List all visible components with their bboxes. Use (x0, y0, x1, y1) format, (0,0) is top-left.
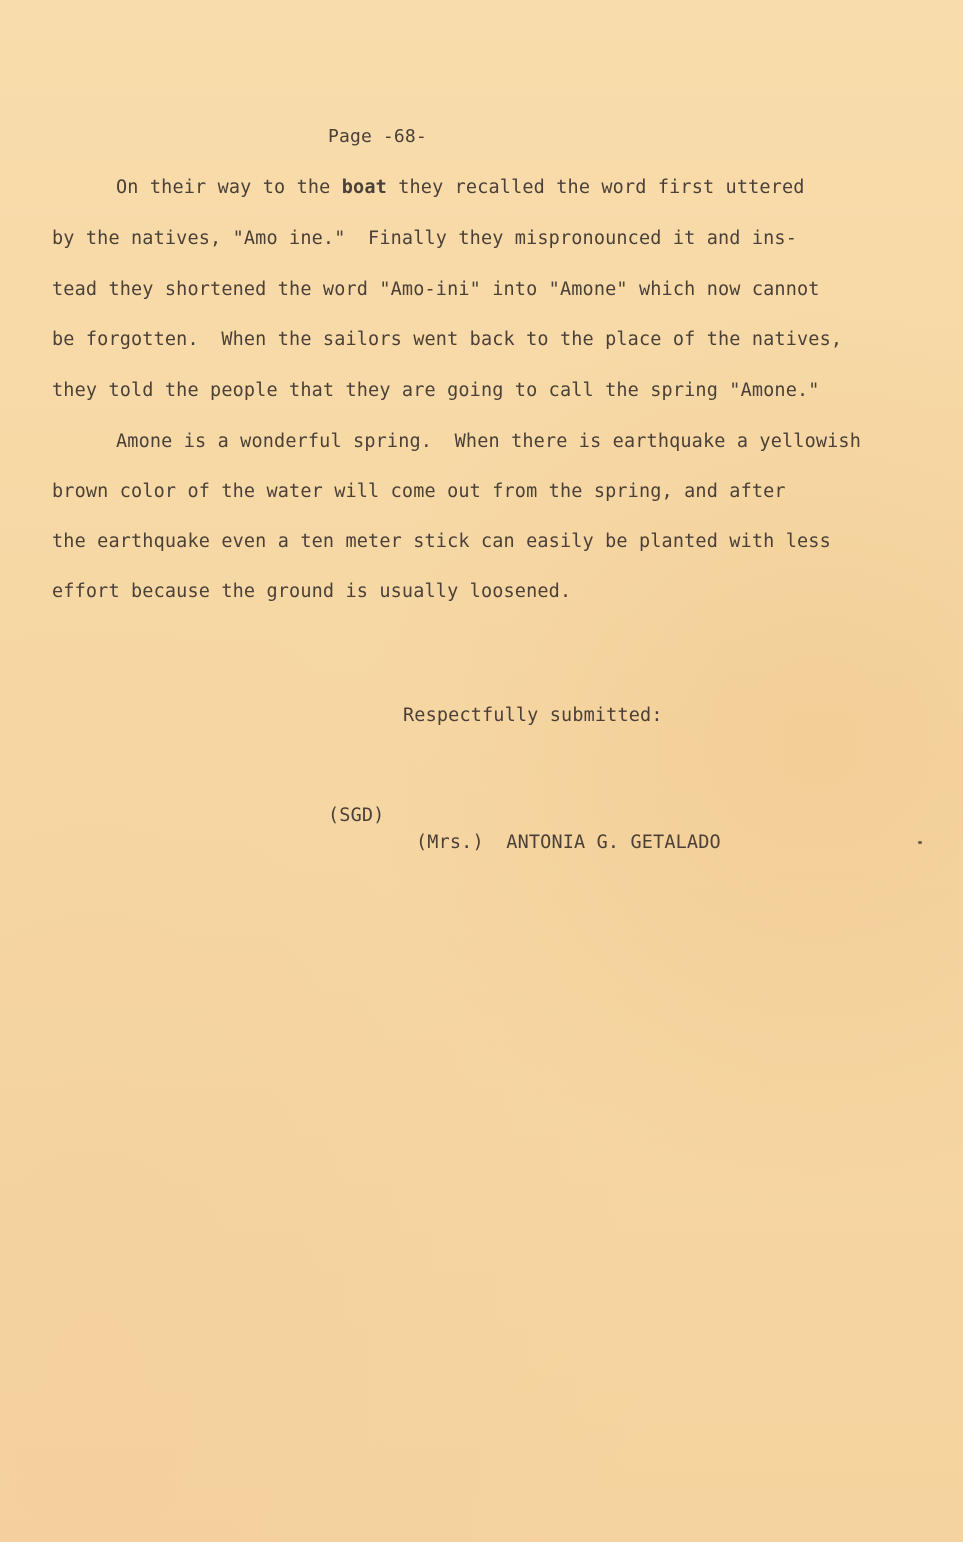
paragraph-2-line-4: effort because the ground is usually loosened. (52, 581, 572, 602)
signed-mark: (SGD) (328, 805, 385, 826)
paragraph-1-line-4: be forgotten. When the sailors went back to the place of the natives, (52, 329, 843, 350)
paragraph-1-line-1 (116, 177, 805, 199)
text-run: On their way to the (116, 177, 342, 198)
bold-word: boat (341, 177, 387, 198)
paragraph-2-line-3: the earthquake even a ten meter stick can easily be planted with less (52, 531, 831, 552)
ink-speck (918, 841, 922, 844)
signer-name: (Mrs.) ANTONIA G. GETALADO (416, 832, 721, 853)
text-run: they recalled the word first uttered (386, 177, 805, 198)
paragraph-1-line-5: they told the people that they are going to call the spring "Amone." (52, 380, 820, 401)
paragraph-1-line-2: by the natives, "Amo ine." Finally they mispronounced it and ins- (52, 228, 798, 249)
paragraph-2-line-2: brown color of the water will come out from the spring, and after (52, 481, 786, 502)
paragraph-2-line-1: Amone is a wonderful spring. When there is earthquake a yellowish (116, 431, 862, 452)
closing-line: Respectfully submitted: (403, 705, 663, 726)
paragraph-1-line-3: tead they shortened the word "Amo-ini" into "Amone" which now cannot (52, 279, 820, 300)
page-number: Page -68- (328, 126, 427, 147)
